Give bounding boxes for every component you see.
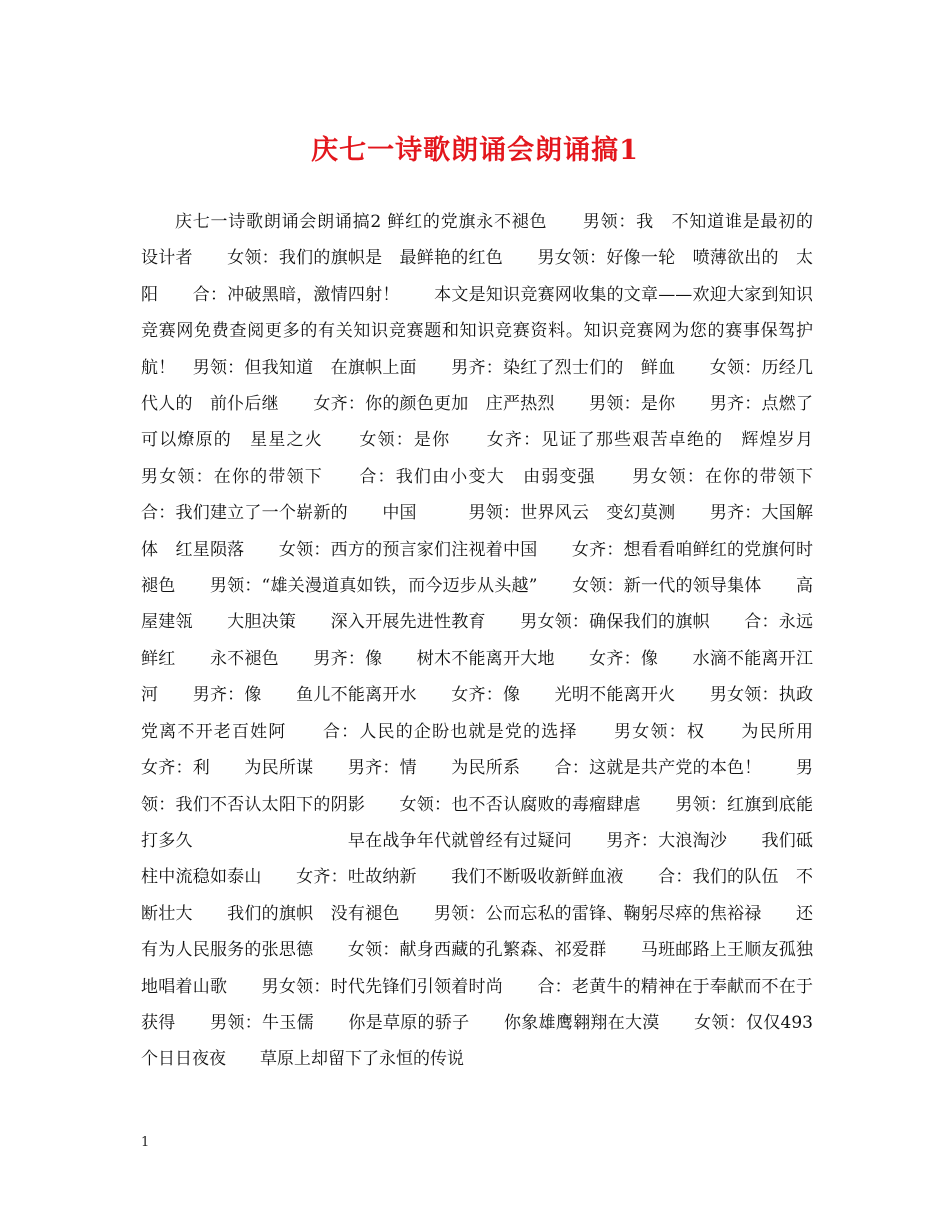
document-title: 庆七一诗歌朗诵会朗诵搞1	[311, 135, 639, 166]
page-number: 1	[141, 1135, 150, 1150]
document-body: 庆七一诗歌朗诵会朗诵搞2 鲜红的党旗永不褪色 男领：我 不知道谁是最初的 设计者 女领：我们的旗帜是 最鲜艳的红色 男女领：好像一轮 喷薄欲出的 太阳 合：冲破黑暗，激情四射！ 本文是知识竞赛网收集的文章——欢迎大家到知识竞赛网免费查阅更多的有关知识竞赛题和知识竞赛资料。知识竞赛网为您的赛事保驾护航！ 男领：但我知道 在旗帜上面 男齐：染红了烈士们的 鲜血 女领：历经几代人的 前仆后继 女齐：你的颜色更加 庄严热烈 男领：是你 男齐：点燃了可以燎原的 星星之火 女领：是你 女齐：见证了那些艰苦卓绝的 辉煌岁月 男女领：在你的带领下 合：我们由小变大 由弱变强 男女领：在你的带领下 合：我们建立了一个崭新的 中国 男领：世界风云 变幻莫测 男齐：大国解体 红星陨落 女领：西方的预言家们注视着中国 女齐：想看看咱鲜红的党旗何时褪色 男领：“雄关漫道真如铁，而今迈步从头越” 女领：新一代的领导集体 高屋建瓴 大胆决策 深入开展先进性教育 男女领：确保我们的旗帜 合：永远鲜红 永不褪色 男齐：像 树木不能离开大地 女齐：像 水滴不能离开江河 男齐：像 鱼儿不能离开水 女齐：像 光明不能离开火 男女领：执政党离不开老百姓阿 合：人民的企盼也就是党的选择 男女领：权 为民所用 女齐：利 为民所谋 男齐：情 为民所系 合：这就是共产党的本色！ 男领：我们不否认太阳下的阴影 女领：也不否认腐败的毒瘤肆虐 男领：红旗到底能打多久 早在战争年代就曾经有过疑问 男齐：大浪淘沙 我们砥柱中流稳如泰山 女齐：吐故纳新 我们不断吸收新鲜血液 合：我们的队伍 不断壮大 我们的旗帜 没有褪色 男领：公而忘私的雷锋、鞠躬尽瘁的焦裕禄 还有为人民服务的张思德 女领：献身西藏的孔繁森、祁爱群 马班邮路上王顺友孤独地唱着山歌 男女领：时代先锋们引领着时尚 合：老黄牛的精神在于奉献而不在于获得 男领：牛玉儒 你是草原的骄子 你象雄鹰翱翔在大漠 女领：仅仅493个日日夜夜 草原上却留下了永恒的传说	[141, 212, 847, 1070]
